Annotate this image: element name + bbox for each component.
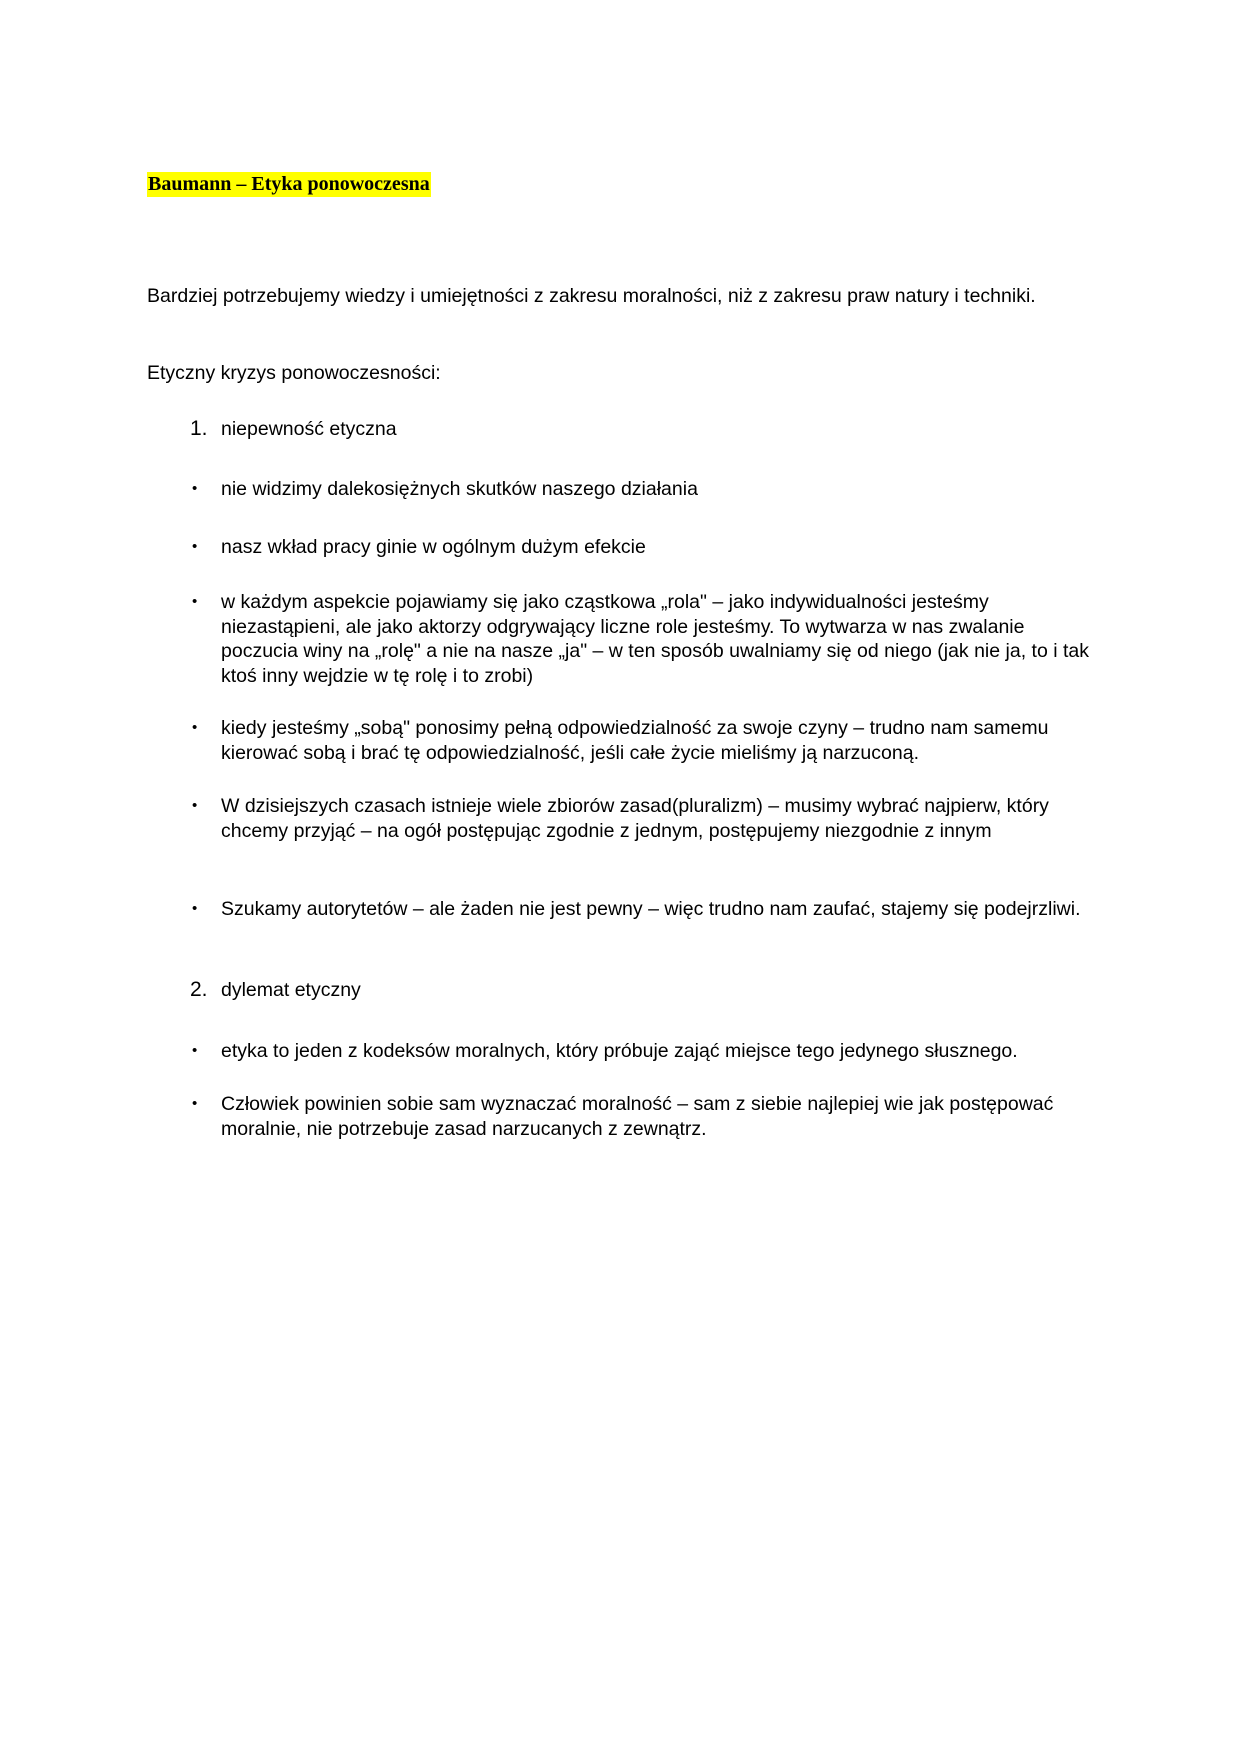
list-item [190,978,1090,1003]
list-item-text: niepewność etyczna [221,418,397,440]
bullet-icon: • [192,593,198,610]
document-title: Baumann – Etyka ponowoczesna [148,173,430,195]
list-item-text: W dzisiejszych czasach istnieje wiele zbiorów zasad(pluralizm) – musimy wybrać najpierw, który chcemy przyjąć – na ogół postępując zgodnie z jednym, postępujemy niezgodnie z innym [221,795,1049,842]
list-item [190,477,1090,502]
bullet-icon: • [192,1042,198,1059]
list-item-text: Człowiek powinien sobie sam wyznaczać moralność – sam z siebie najlepiej wie jak postępować moralnie, nie potrzebuje zasad narzucanych z zewnątrz. [221,1093,1054,1140]
bullet-icon: • [192,480,198,497]
list-item-text: kiedy jesteśmy „sobą" ponosimy pełną odpowiedzialność za swoje czyny – trudno nam samemu kierować sobą i brać tę odpowiedzialność, jeśli całe życie mieliśmy ją narzuconą. [221,717,1049,764]
section-heading: Etyczny kryzys ponowoczesności: [147,362,441,384]
list-item-text: w każdym aspekcie pojawiamy się jako cząstkowa „rola" – jako indywidualności jesteśmy niezastąpieni, ale jako aktorzy odgrywający liczne role jesteśmy. To wytwarza w nas zwalanie poczucia winy na „rolę" a nie na nasze „ja" – w ten sposób uwalniamy się od niego (jak nie ja, to i tak ktoś inny wejdzie w tę rolę i to zrobi) [221,591,1089,687]
list-number: 1. [190,417,208,440]
list-item [190,590,1090,688]
list-item [190,897,1090,922]
bullet-icon: • [192,538,198,555]
list-item-text: nasz wkład pracy ginie w ogólnym dużym efekcie [221,536,646,558]
list-item-text: nie widzimy dalekosiężnych skutków naszego działania [221,478,698,500]
list-item [190,535,1090,560]
list-item [190,794,1090,843]
list-item [190,1039,1090,1064]
list-item-text: etyka to jeden z kodeksów moralnych, który próbuje zająć miejsce tego jedynego słusznego. [221,1040,1018,1062]
bullet-icon: • [192,719,198,736]
intro-paragraph: Bardziej potrzebujemy wiedzy i umiejętności z zakresu moralności, niż z zakresu praw natury i techniki. [147,285,1036,307]
list-item [190,1092,1090,1141]
list-item-text: dylemat etyczny [221,979,361,1001]
list-item [190,417,1090,442]
list-item [190,716,1090,765]
bullet-icon: • [192,900,198,917]
bullet-icon: • [192,797,198,814]
list-number: 2. [190,978,208,1001]
bullet-icon: • [192,1095,198,1112]
list-item-text: Szukamy autorytetów – ale żaden nie jest pewny – więc trudno nam zaufać, stajemy się podejrzliwi. [221,898,1081,920]
